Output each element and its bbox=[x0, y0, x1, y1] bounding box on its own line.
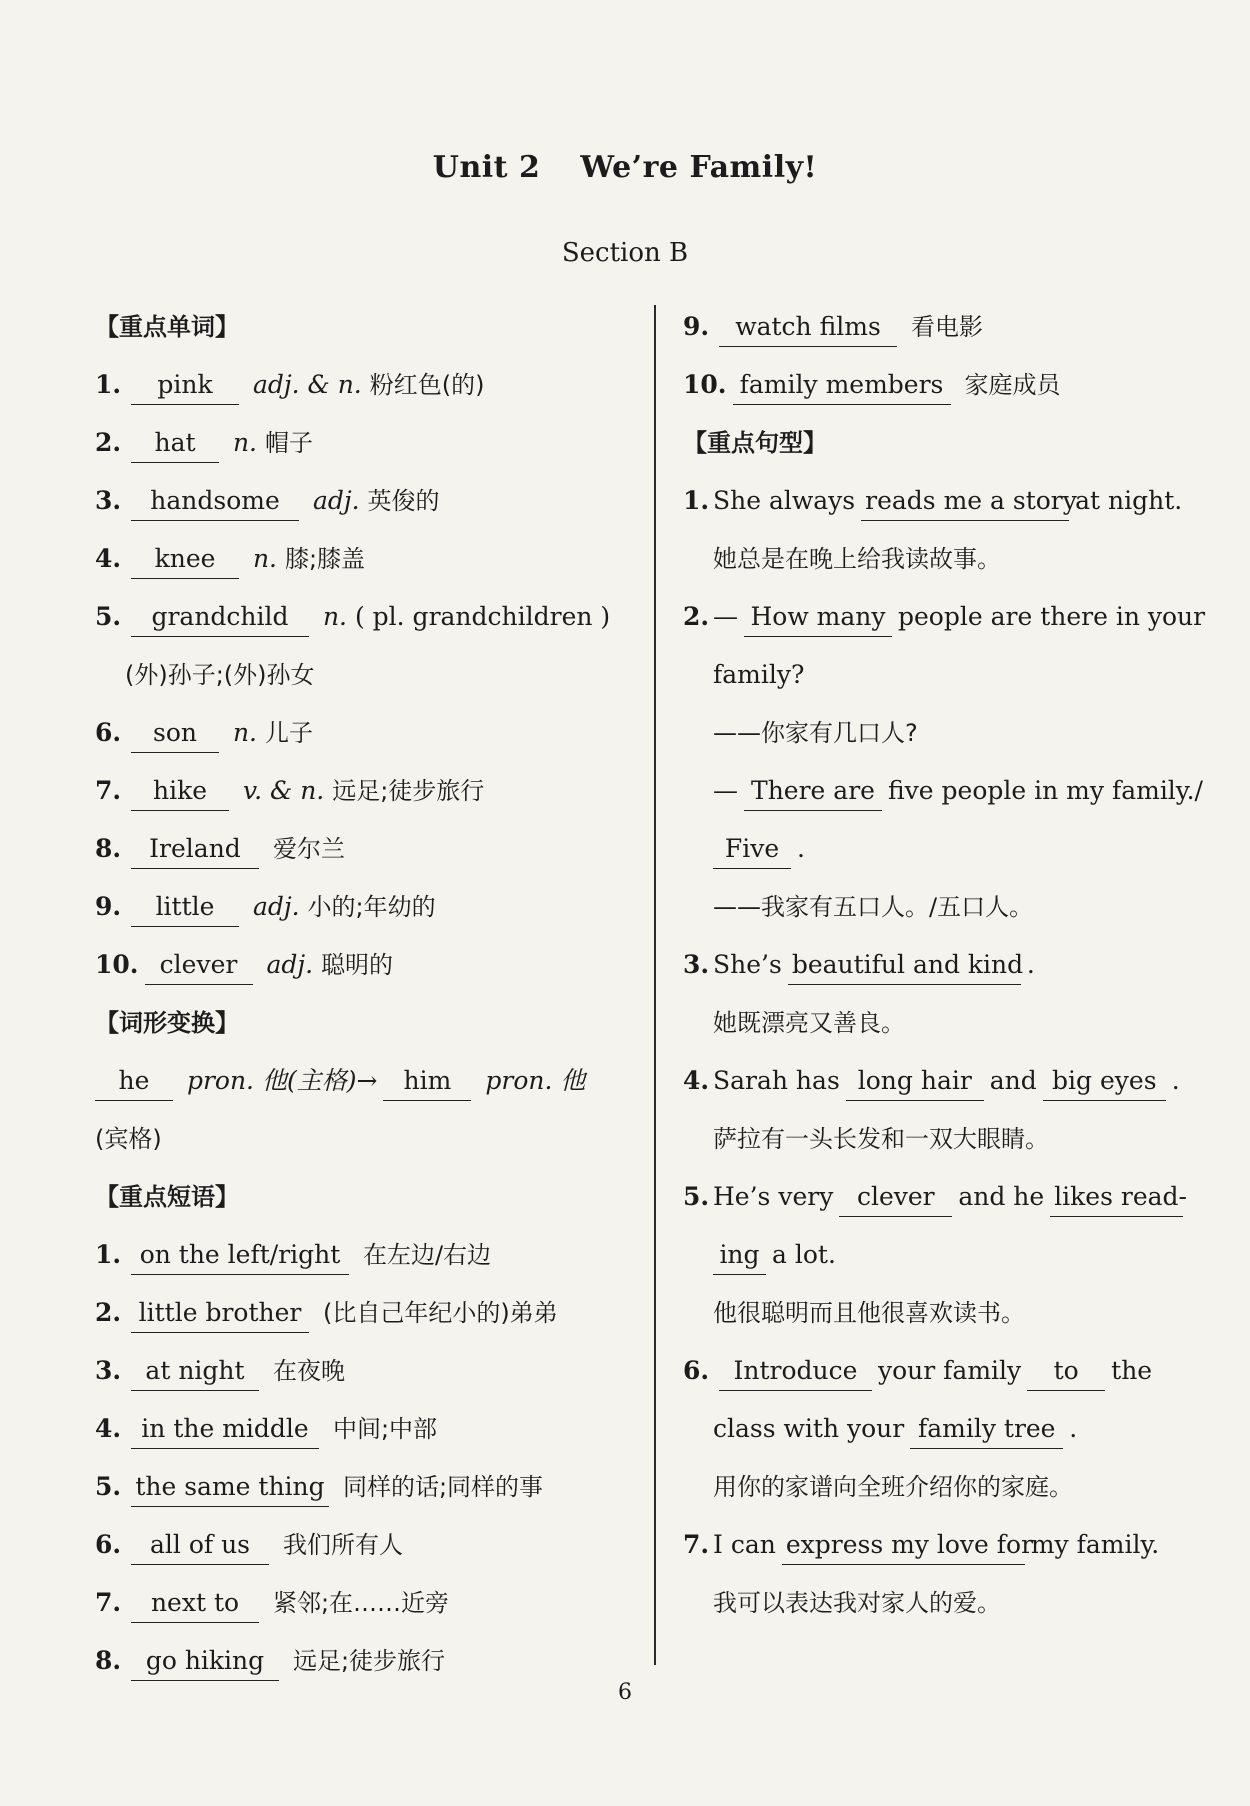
answer-blank: pink bbox=[131, 366, 239, 405]
word-item: 7. hike v. & n. 远足;徒步旅行 bbox=[95, 762, 625, 820]
phrase-item: 3. at night 在夜晚 bbox=[95, 1342, 625, 1400]
answer-blank: long hair bbox=[846, 1062, 984, 1101]
word-form-item-continued: (宾格) bbox=[95, 1125, 162, 1153]
answer-blank: all of us bbox=[131, 1526, 269, 1565]
sentence-item: 3. She’s beautiful and kind . bbox=[683, 936, 1213, 994]
heading-key-sentences: 【重点句型】 bbox=[683, 429, 827, 457]
phrase-item: 6. all of us 我们所有人 bbox=[95, 1516, 625, 1574]
phrase-item: 5. the same thing 同样的话;同样的事 bbox=[95, 1458, 625, 1516]
word-item: 9. little adj. 小的;年幼的 bbox=[95, 878, 625, 936]
phrase-item: 8. go hiking 远足;徒步旅行 bbox=[95, 1632, 625, 1690]
answer-blank: little brother bbox=[131, 1294, 309, 1333]
answer-blank: go hiking bbox=[131, 1642, 279, 1681]
word-item: 4. knee n. 膝;膝盖 bbox=[95, 530, 625, 588]
sentence-translation: 我可以表达我对家人的爱。 bbox=[713, 1589, 1001, 1617]
sentence-continued: family? bbox=[713, 660, 805, 689]
answer-blank: There are bbox=[744, 772, 882, 811]
sentence-item: 2. — How many people are there in your bbox=[683, 588, 1213, 646]
answer-blank: to bbox=[1027, 1352, 1105, 1391]
answer-blank: clever bbox=[839, 1178, 952, 1217]
section-title: Section B bbox=[561, 238, 689, 268]
answer-blank: him bbox=[383, 1062, 471, 1101]
page-number: 6 bbox=[618, 1680, 632, 1705]
word-item: 2. hat n. 帽子 bbox=[95, 414, 625, 472]
unit-name: We’re Family! bbox=[580, 150, 818, 185]
answer-blank: in the middle bbox=[131, 1410, 319, 1449]
left-column bbox=[95, 298, 625, 1690]
right-column bbox=[683, 298, 1213, 1632]
unit-number: Unit 2 bbox=[432, 150, 541, 185]
word-item: 6. son n. 儿子 bbox=[95, 704, 625, 762]
answer-blank: Five bbox=[713, 830, 791, 869]
answer-blank: clever bbox=[145, 946, 253, 985]
answer-blank: little bbox=[131, 888, 239, 927]
sentence-item: 5. He’s very clever and he likes read- bbox=[683, 1168, 1213, 1226]
answer-blank: family members bbox=[733, 366, 951, 405]
sentence-item: — There are five people in my family./ bbox=[683, 762, 1213, 820]
answer-blank: knee bbox=[131, 540, 239, 579]
column-divider bbox=[654, 305, 656, 1665]
answer-blank: grandchild bbox=[131, 598, 309, 637]
heading-key-phrases: 【重点短语】 bbox=[95, 1183, 239, 1211]
answer-blank: reads me a story bbox=[861, 482, 1069, 521]
answer-blank: ing bbox=[713, 1236, 766, 1275]
sentence-translation: 用你的家谱向全班介绍你的家庭。 bbox=[713, 1473, 1073, 1501]
phrase-item: 7. next to 紧邻;在……近旁 bbox=[95, 1574, 625, 1632]
word-item-continued: (外)孙子;(外)孙女 bbox=[125, 661, 315, 689]
answer-blank: Introduce bbox=[719, 1352, 872, 1391]
answer-blank: at night bbox=[131, 1352, 259, 1391]
word-item: 5. grandchild n. ( pl. grandchildren ) bbox=[95, 588, 625, 646]
sentence-translation: ——我家有五口人。/五口人。 bbox=[713, 893, 1034, 921]
sentence-translation: ——你家有几口人? bbox=[713, 719, 918, 747]
sentence-translation: 她总是在晚上给我读故事。 bbox=[713, 545, 1001, 573]
answer-blank: hike bbox=[131, 772, 229, 811]
answer-blank: Ireland bbox=[131, 830, 259, 869]
answer-blank: son bbox=[131, 714, 219, 753]
word-item: 10. clever adj. 聪明的 bbox=[95, 936, 625, 994]
sentence-translation: 他很聪明而且他很喜欢读书。 bbox=[713, 1299, 1025, 1327]
word-item: 1. pink adj. & n. 粉红色(的) bbox=[95, 356, 625, 414]
answer-blank: he bbox=[95, 1062, 173, 1101]
answer-blank: family tree bbox=[910, 1410, 1063, 1449]
phrase-item: 2. little brother (比自己年纪小的)弟弟 bbox=[95, 1284, 625, 1342]
answer-blank: express my love for bbox=[782, 1526, 1025, 1565]
answer-blank: How many bbox=[744, 598, 892, 637]
sentence-item: 6. Introduce your family to the bbox=[683, 1342, 1213, 1400]
answer-blank: the same thing bbox=[131, 1468, 329, 1507]
answer-blank: hat bbox=[131, 424, 219, 463]
sentence-continued: ing a lot. bbox=[683, 1226, 1213, 1284]
phrase-item: 10. family members 家庭成员 bbox=[683, 356, 1213, 414]
answer-blank: handsome bbox=[131, 482, 299, 521]
answer-blank: beautiful and kind bbox=[788, 946, 1021, 985]
phrase-item: 1. on the left/right 在左边/右边 bbox=[95, 1226, 625, 1284]
answer-blank: big eyes bbox=[1043, 1062, 1166, 1101]
word-item: 8. Ireland 爱尔兰 bbox=[95, 820, 625, 878]
word-item: 3. handsome adj. 英俊的 bbox=[95, 472, 625, 530]
word-form-item: he pron. 他(主格)→ him pron. 他 bbox=[95, 1052, 625, 1110]
sentence-item: 7. I can express my love formy family. bbox=[683, 1516, 1213, 1574]
answer-blank: likes read- bbox=[1050, 1178, 1183, 1217]
answer-blank: watch films bbox=[719, 308, 897, 347]
unit-title bbox=[0, 150, 1250, 185]
sentence-item: 4. Sarah has long hair and big eyes . bbox=[683, 1052, 1213, 1110]
heading-key-words: 【重点单词】 bbox=[95, 313, 239, 341]
sentence-continued: Five . bbox=[683, 820, 1213, 878]
sentence-item: 1. She always reads me a storyat night. bbox=[683, 472, 1213, 530]
sentence-translation: 萨拉有一头长发和一双大眼睛。 bbox=[713, 1125, 1049, 1153]
answer-blank: next to bbox=[131, 1584, 259, 1623]
sentence-translation: 她既漂亮又善良。 bbox=[713, 1009, 905, 1037]
heading-word-forms: 【词形变换】 bbox=[95, 1009, 239, 1037]
sentence-continued: class with your family tree . bbox=[683, 1400, 1213, 1458]
phrase-item: 4. in the middle 中间;中部 bbox=[95, 1400, 625, 1458]
answer-blank: on the left/right bbox=[131, 1236, 349, 1275]
phrase-item: 9. watch films 看电影 bbox=[683, 298, 1213, 356]
